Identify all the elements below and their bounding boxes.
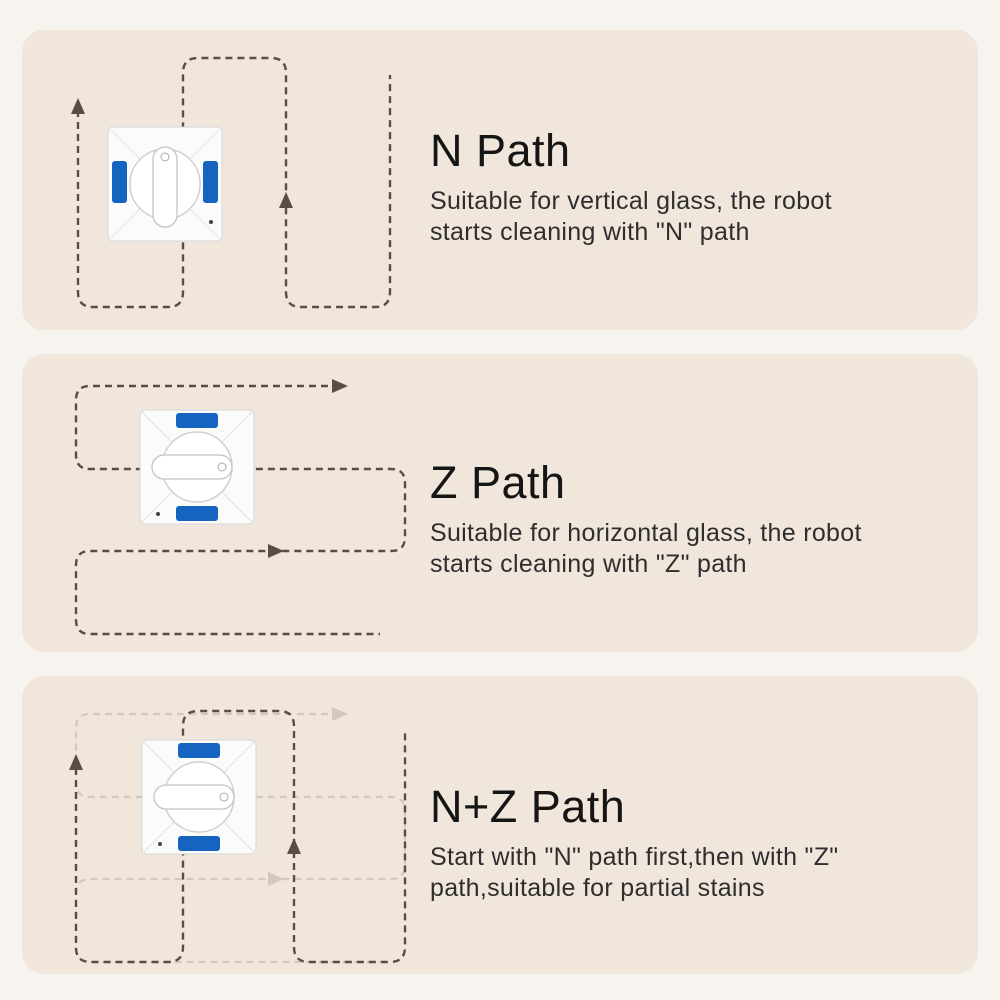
- card-description-line: Suitable for horizontal glass, the robot: [430, 519, 862, 547]
- n-path-text: [430, 124, 832, 248]
- card-description-line: Suitable for vertical glass, the robot: [430, 187, 832, 215]
- arrow-right-icon: [332, 707, 348, 721]
- window-cleaning-robot-icon: [140, 410, 254, 524]
- n-path-card: [22, 30, 978, 330]
- nz-path-card: [22, 676, 978, 974]
- card-description-line: starts cleaning with "N" path: [430, 218, 750, 246]
- z-path-card: [22, 354, 978, 652]
- nz-path-diagram: [22, 676, 452, 974]
- arrow-right-icon: [268, 872, 284, 886]
- arrow-up-icon: [287, 838, 301, 854]
- arrow-right-icon: [332, 379, 348, 393]
- card-description: [430, 518, 862, 580]
- z-path-text: [430, 456, 862, 580]
- card-description-line: path,suitable for partial stains: [430, 874, 765, 902]
- window-cleaning-robot-icon: [142, 740, 256, 854]
- card-description-line: Start with "N" path first,then with "Z": [430, 843, 839, 871]
- card-title: Z Path: [430, 457, 566, 508]
- arrow-up-icon: [279, 192, 293, 208]
- arrow-right-icon: [268, 544, 284, 558]
- n-path-diagram: [22, 30, 452, 330]
- card-description: [430, 842, 838, 904]
- card-description-line: starts cleaning with "Z" path: [430, 550, 747, 578]
- arrow-up-icon: [71, 98, 85, 114]
- nz-path-text: [430, 780, 838, 904]
- arrow-up-icon: [69, 754, 83, 770]
- card-description: [430, 186, 832, 248]
- card-title: N Path: [430, 125, 571, 176]
- card-title: N+Z Path: [430, 781, 626, 832]
- z-path-diagram: [22, 354, 452, 652]
- window-cleaning-robot-icon: [108, 127, 222, 241]
